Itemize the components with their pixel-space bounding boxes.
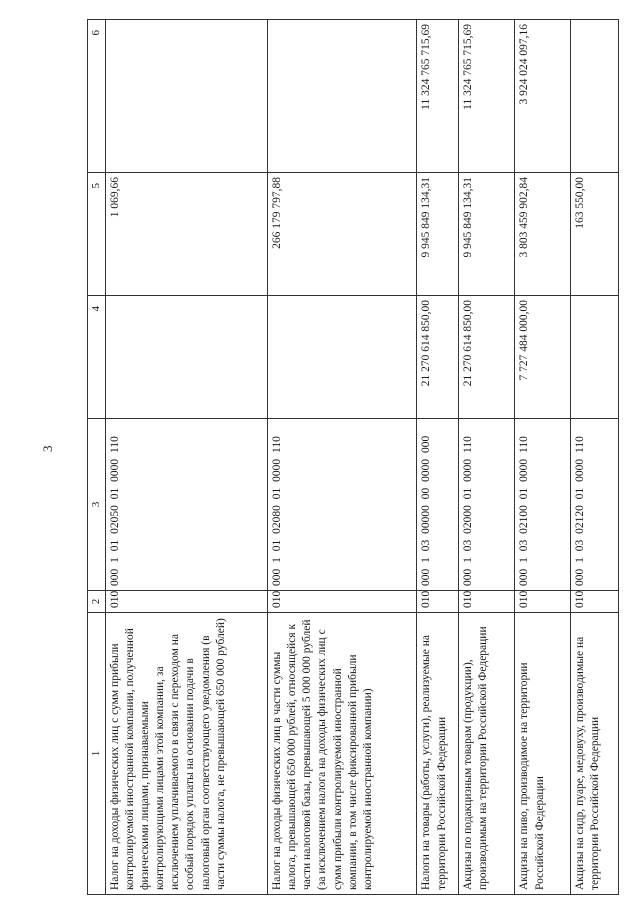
row-name: Акцизы на пиво, производимое на территории Российской Федерации <box>515 613 570 895</box>
table-header-row <box>88 20 106 895</box>
row-admin-code: 010 <box>515 591 570 613</box>
row-col5-amount: 266 179 797,88 <box>267 173 416 296</box>
budget-table <box>87 19 619 895</box>
row-classification-code: 000 1 03 02120 01 0000 110 <box>570 419 618 591</box>
row-admin-code: 010 <box>267 591 416 613</box>
row-col4-amount: 21 270 614 850,00 <box>417 296 459 419</box>
header-col-1: 1 <box>88 613 106 895</box>
row-col4-amount <box>267 296 416 419</box>
row-name: Акцизы на сидр, пуаре, медовуху, производимые на территории Российской Федерации <box>570 613 618 895</box>
row-col5-amount: 9 945 849 134,31 <box>417 173 459 296</box>
row-col4-amount <box>570 296 618 419</box>
row-col5-amount: 3 803 459 902,84 <box>515 173 570 296</box>
row-name: Налог на доходы физических лиц с сумм прибыли контролируемой иностранной компании, полученной физическими лицами, признаваемыми контролирующими лицами этой компании, за исключением уплачиваемого в связи с переходом на особый порядок уплаты на основании подачи в налоговый орган соответствующего уведомления (в части суммы налога, не превышающей 650 000 рублей) <box>105 613 267 895</box>
rotated-page-content <box>87 20 619 895</box>
row-col4-amount <box>105 296 267 419</box>
row-classification-code: 000 1 03 02100 01 0000 110 <box>515 419 570 591</box>
row-col5-amount: 1 069,66 <box>105 173 267 296</box>
table-row <box>515 20 570 895</box>
row-col6-amount <box>267 20 416 173</box>
header-col-4: 4 <box>88 296 106 419</box>
row-admin-code: 010 <box>105 591 267 613</box>
row-col4-amount: 21 270 614 850,00 <box>458 296 514 419</box>
header-col-6: 6 <box>88 20 106 173</box>
row-col6-amount <box>105 20 267 173</box>
row-col6-amount <box>570 20 618 173</box>
table-row <box>267 20 416 895</box>
page-number: 3 <box>40 445 55 452</box>
row-admin-code: 010 <box>417 591 459 613</box>
row-classification-code: 000 1 01 02080 01 0000 110 <box>267 419 416 591</box>
row-name: Акцизы по подакцизным товарам (продукции), производимым на территории Российской Федерации <box>458 613 514 895</box>
row-col5-amount: 9 945 849 134,31 <box>458 173 514 296</box>
table-row <box>570 20 618 895</box>
row-col4-amount: 7 727 484 000,00 <box>515 296 570 419</box>
row-classification-code: 000 1 01 02050 01 0000 110 <box>105 419 267 591</box>
row-col5-amount: 163 550,00 <box>570 173 618 296</box>
header-col-5: 5 <box>88 173 106 296</box>
row-col6-amount: 3 924 024 097,16 <box>515 20 570 173</box>
row-name: Налог на доходы физических лиц в части суммы налога, превышающей 650 000 рублей, относящейся к части налоговой базы, превышающей 5 000 000 рублей (за исключением налога на доходы физических лиц с сумм прибыли контролируемой иностранной компании, в том числе фиксированной прибыли контролируемой иностранной компании) <box>267 613 416 895</box>
row-admin-code: 010 <box>458 591 514 613</box>
row-classification-code: 000 1 03 00000 00 0000 000 <box>417 419 459 591</box>
row-col6-amount: 11 324 765 715,69 <box>458 20 514 173</box>
table-row <box>417 20 459 895</box>
header-col-3: 3 <box>88 419 106 591</box>
row-classification-code: 000 1 03 02000 01 0000 110 <box>458 419 514 591</box>
row-name: Налоги на товары (работы, услуги), реализуемые на территории Российской Федерации <box>417 613 459 895</box>
row-col6-amount: 11 324 765 715,69 <box>417 20 459 173</box>
header-col-2: 2 <box>88 591 106 613</box>
table-row <box>105 20 267 895</box>
table-row <box>458 20 514 895</box>
row-admin-code: 010 <box>570 591 618 613</box>
